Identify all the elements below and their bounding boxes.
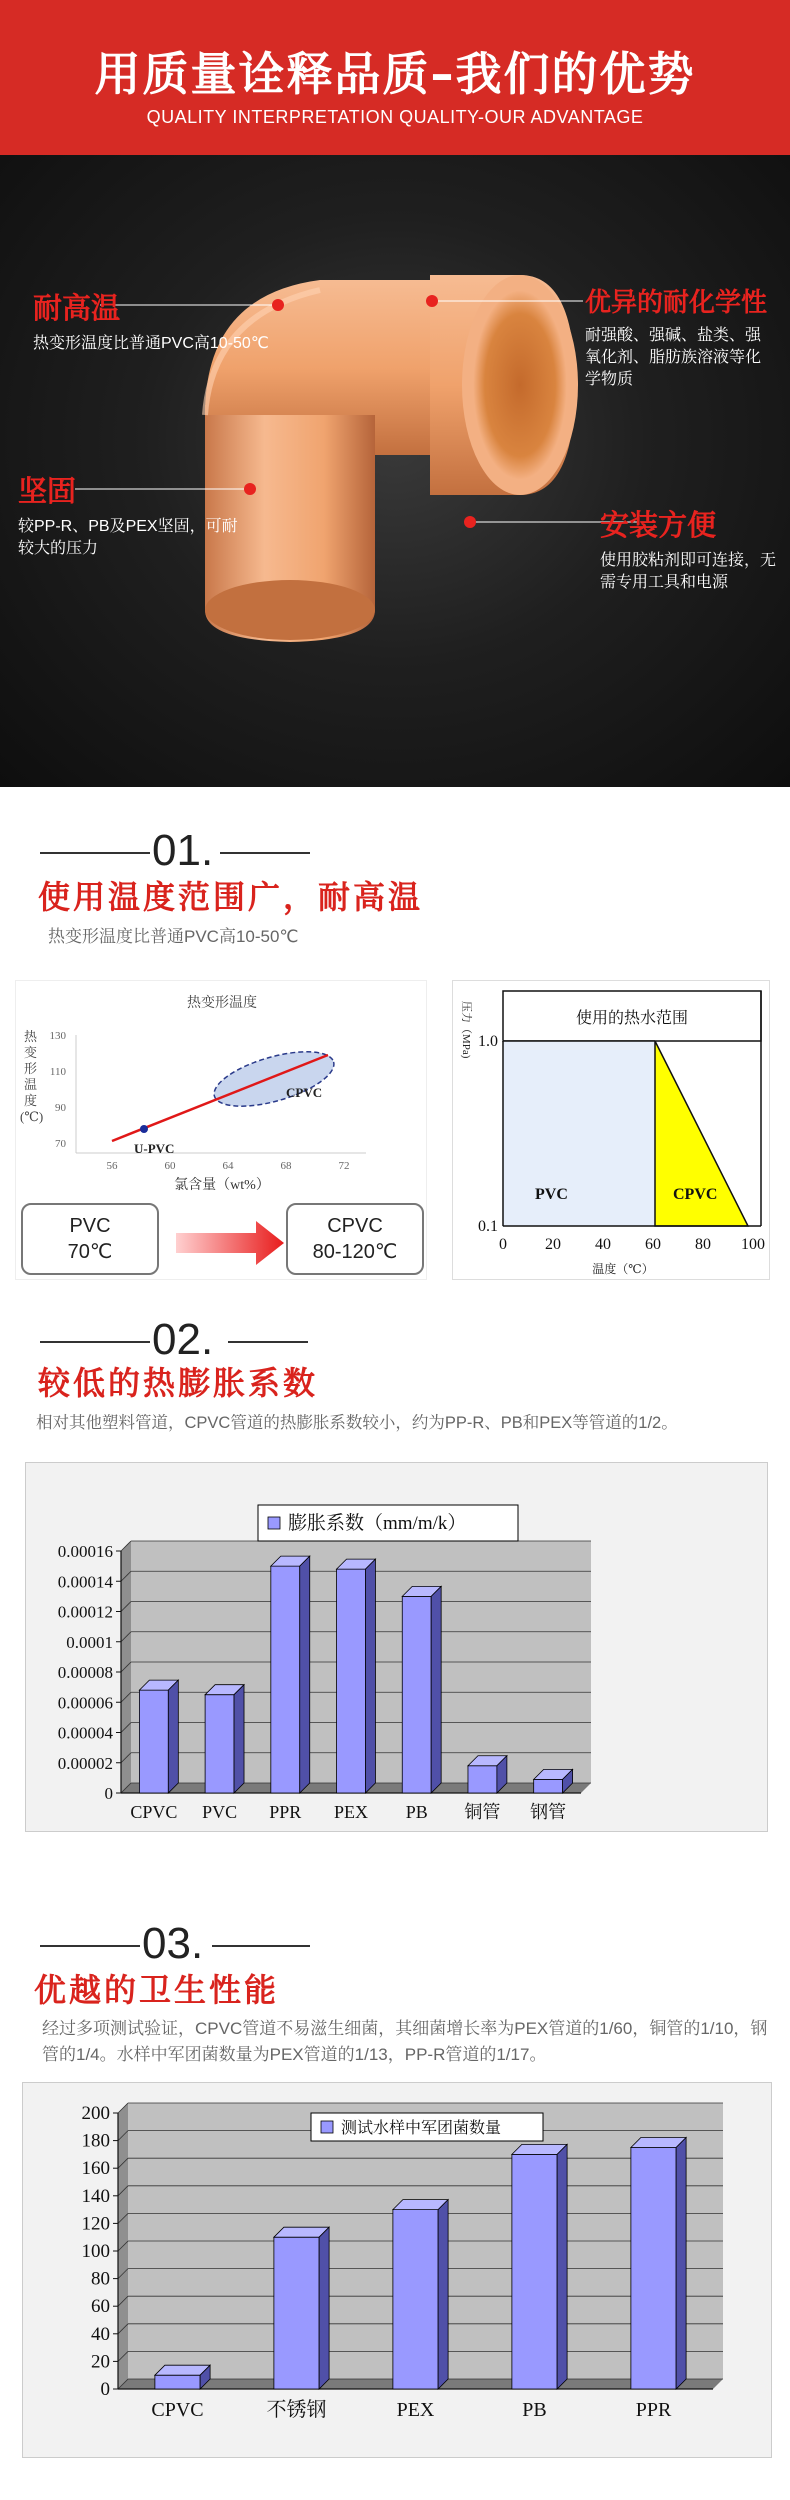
chart-title: 热变形温度 <box>187 996 257 1011</box>
y-tick-label: 0 <box>100 2379 110 2400</box>
legend-swatch <box>268 1517 280 1529</box>
bar-PVC <box>205 1685 244 1793</box>
bar-side <box>431 1586 441 1793</box>
feature-heat-resistant <box>33 286 273 355</box>
bar-front <box>534 1779 563 1793</box>
x-tick: 68 <box>280 1160 292 1172</box>
y-tick: 130 <box>49 1030 66 1042</box>
feature-title: 安装方便 <box>600 508 717 542</box>
bar-side <box>676 2138 686 2390</box>
pvc-region <box>503 1041 655 1226</box>
y-tick-label: 160 <box>81 2158 110 2180</box>
y-tick-label: 0.00016 <box>57 1542 113 1561</box>
feature-sturdy <box>18 469 238 560</box>
bar-front <box>155 2375 200 2389</box>
x-tick: 56 <box>106 1160 118 1172</box>
y-tick-label: 0.00004 <box>57 1723 113 1743</box>
bar-PEX <box>337 1559 376 1793</box>
y-tick-label: 0.00012 <box>57 1602 113 1622</box>
bar-front <box>512 2154 557 2389</box>
feature-chemical-resistance <box>585 282 775 391</box>
x-tick: 72 <box>338 1160 350 1172</box>
bar-front <box>205 1695 234 1793</box>
section-description: 热变形温度比普通PVC高10-50℃ <box>48 927 299 946</box>
bar-side <box>234 1685 244 1793</box>
hdt-chart-panel <box>15 980 427 1280</box>
y-tick-label: 100 <box>81 2241 110 2262</box>
section-title: 优越的卫生性能 <box>34 1971 280 2009</box>
bar-CPVC <box>155 2365 210 2389</box>
bar-front <box>271 1566 300 1793</box>
x-tick: 0 <box>499 1236 507 1253</box>
bar-PB <box>512 2144 567 2389</box>
bar-side <box>438 2200 448 2389</box>
y-tick: 90 <box>55 1102 66 1114</box>
bar-front <box>139 1690 168 1793</box>
section-divider <box>40 1945 140 1947</box>
x-tick: 20 <box>545 1236 561 1253</box>
x-tick-label: PEX <box>333 1802 369 1822</box>
bar-side <box>300 1556 310 1793</box>
section-number: 01. <box>152 826 214 875</box>
x-axis-ticks <box>499 1236 765 1253</box>
pvc-temp-box <box>21 1203 159 1275</box>
feature-desc: 热变形温度比普通PVC高10-50℃ <box>33 335 269 352</box>
bar-PPR <box>271 1556 310 1793</box>
bar-side <box>319 2227 329 2389</box>
bar-front <box>631 2148 676 2390</box>
page-title: 用质量诠释品质–我们的优势 <box>94 47 696 101</box>
y-tick: 110 <box>49 1066 66 1078</box>
cpvc-label: CPVC <box>286 1085 323 1100</box>
x-tick-label: PB <box>405 1802 428 1822</box>
x-tick-label: PPR <box>635 2399 672 2421</box>
legend-label: 膨胀系数（mm/m/k） <box>288 1513 467 1534</box>
x-tick-label: CPVC <box>130 1802 178 1822</box>
bar-PB <box>402 1586 441 1793</box>
y-tick-label: 0.00006 <box>57 1693 113 1713</box>
feature-desc: 使用胶粘剂即可连接，无需专用工具和电源 <box>600 552 777 591</box>
pvc-temp: 70℃ <box>67 1241 113 1263</box>
y-tick-label: 40 <box>91 2323 110 2345</box>
bar-CPVC <box>139 1680 178 1793</box>
y-axis-ticks <box>50 1030 67 1150</box>
section-description: 相对其他塑料管道，CPVC管道的热膨胀系数较小，约为PP-R、PB和PEX等管道的1/2。 <box>36 1414 678 1432</box>
section-number: 02. <box>152 1315 214 1364</box>
cpvc-temp-box <box>286 1203 424 1275</box>
section-divider <box>40 1341 150 1343</box>
x-tick: 100 <box>741 1236 765 1253</box>
bar-铜管 <box>468 1756 507 1793</box>
x-axis-label: 温度（℃） <box>592 1262 654 1276</box>
x-tick-label: PVC <box>202 1802 238 1822</box>
x-tick-label: PEX <box>396 2399 435 2421</box>
y-tick-label: 0.00008 <box>57 1663 113 1682</box>
section-title: 使用温度范围广，耐高温 <box>38 878 424 916</box>
chart-title: 使用的热水范围 <box>575 1010 689 1027</box>
cpvc-temp: 80-120℃ <box>312 1241 398 1263</box>
y-tick-label: 0.00002 <box>57 1753 113 1773</box>
x-tick-label: 铜管 <box>464 1802 501 1822</box>
feature-desc: 耐强酸、强碱、盐类、强氧化剂、脂肪族溶液等化学物质 <box>585 327 762 388</box>
legend-label: 测试水样中军团菌数量 <box>341 2120 502 2137</box>
cpvc-region <box>208 1041 339 1117</box>
x-tick-label: PPR <box>269 1802 302 1822</box>
chart-legend <box>258 1505 518 1541</box>
y-tick-label: 60 <box>91 2296 110 2318</box>
page-subtitle: QUALITY INTERPRETATION QUALITY-OUR ADVANTAGE <box>146 107 644 127</box>
x-tick: 64 <box>222 1160 234 1172</box>
hot-water-range-chart <box>453 981 771 1281</box>
pvc-region-label: PVC <box>535 1186 568 1203</box>
bacteria-bar-chart <box>23 2083 773 2459</box>
x-tick: 80 <box>695 1236 711 1253</box>
section-number: 03. <box>142 1919 204 1968</box>
x-tick-label: 钢管 <box>530 1802 567 1822</box>
legend-swatch <box>321 2121 333 2133</box>
bar-front <box>468 1766 497 1793</box>
y-tick-label: 120 <box>81 2213 110 2235</box>
bar-side <box>168 1680 178 1793</box>
y-tick: 1.0 <box>478 1033 498 1050</box>
bar-PEX <box>393 2200 448 2389</box>
expansion-bar-chart <box>26 1463 769 1833</box>
section-divider <box>220 852 310 854</box>
x-axis-ticks <box>107 1160 350 1172</box>
chart-legend <box>311 2113 543 2141</box>
x-tick: 40 <box>595 1236 611 1253</box>
section-title: 较低的热膨胀系数 <box>38 1364 319 1402</box>
feature-title: 耐高温 <box>33 291 121 325</box>
y-tick-label: 80 <box>91 2268 110 2290</box>
bar-side <box>557 2144 567 2389</box>
bar-不锈钢 <box>274 2227 329 2389</box>
x-tick: 60 <box>645 1236 661 1253</box>
cpvc-name: CPVC <box>327 1215 383 1237</box>
feature-title: 优异的耐化学性 <box>585 288 768 318</box>
bar-front <box>402 1596 431 1793</box>
y-tick: 70 <box>55 1138 66 1150</box>
bar-side <box>365 1559 375 1793</box>
bar-PPR <box>631 2138 686 2390</box>
y-axis-label: 压力（MPa) <box>460 1001 472 1059</box>
section-description: 经过多项测试验证，CPVC管道不易滋生细菌，其细菌增长率为PEX管道的1/60，铜管的1/10，钢管的1/4。水样中军团菌数量为PEX管道的1/13，PP-R管道的1/17。 <box>42 2019 768 2064</box>
feature-title: 坚固 <box>18 474 77 508</box>
section-divider <box>40 852 150 854</box>
x-tick-label: 不锈钢 <box>266 2399 327 2421</box>
x-tick-label: PB <box>522 2399 547 2421</box>
x-tick-label: CPVC <box>151 2399 204 2421</box>
section-divider <box>212 1945 310 1947</box>
upvc-label: U-PVC <box>134 1141 175 1156</box>
section-divider <box>228 1341 308 1343</box>
page-header <box>0 0 790 155</box>
y-tick: 0.1 <box>478 1218 498 1235</box>
bacteria-chart-panel <box>22 2082 772 2458</box>
y-tick-label: 20 <box>91 2351 110 2373</box>
feature-desc: 较PP-R、PB及PEX坚固，可耐较大的压力 <box>18 518 238 557</box>
upvc-point <box>140 1125 148 1133</box>
y-axis-label: 热变形温度(℃) <box>20 1029 44 1124</box>
y-tick-label: 0 <box>104 1784 113 1803</box>
x-tick: 60 <box>164 1160 176 1172</box>
arrow-icon <box>176 1221 284 1265</box>
y-tick-label: 0.0001 <box>66 1632 113 1652</box>
bar-front <box>393 2210 438 2389</box>
hero-product-image <box>0 155 790 787</box>
y-tick-label: 180 <box>81 2130 110 2152</box>
pvc-name: PVC <box>69 1215 111 1237</box>
bar-front <box>274 2237 319 2389</box>
x-axis-label: 氯含量（wt%） <box>174 1178 270 1193</box>
cpvc-region-label: CPVC <box>673 1186 718 1203</box>
hot-water-range-panel <box>452 980 770 1280</box>
y-tick-label: 140 <box>81 2185 110 2207</box>
feature-easy-install <box>600 503 780 594</box>
y-tick-label: 200 <box>81 2103 110 2124</box>
expansion-chart-panel <box>25 1462 768 1832</box>
bar-front <box>337 1569 366 1793</box>
y-tick-label: 0.00014 <box>57 1572 113 1592</box>
